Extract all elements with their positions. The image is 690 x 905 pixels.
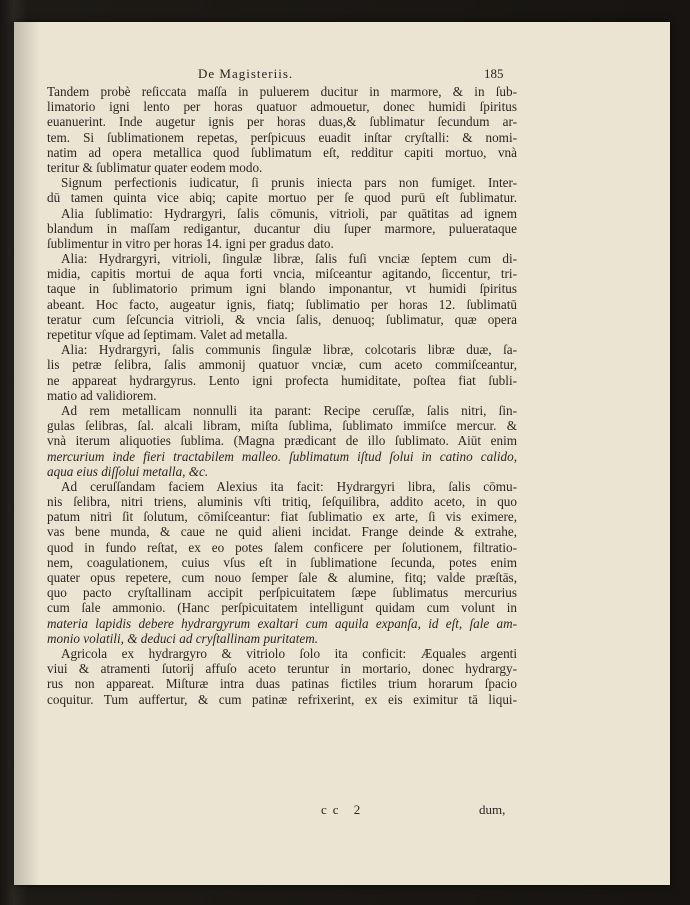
text-line: quater opus repetere, cum nouo ſemper ſale & alumine, fitq; valde præſtās,	[47, 570, 517, 585]
signature-mark: cc 2	[321, 802, 367, 817]
text-line: Ad ceruſſandam faciem Alexius ita facit: Hydrargyri libra, ſalis cōmu-	[61, 478, 517, 494]
text-line: cum ſale ammonio. (Hanc perſpicuitatem intelligunt quidam cum volunt in	[47, 600, 517, 616]
text-line: coquitur. Tum auffertur, & cum patinæ refrixerint, ex eis eximitur tā liqui-	[47, 691, 517, 707]
text-line: Alia ſublimatio: Hydrargyri, ſalis cōmunis, vitrioli, par quātitas ad ignem	[61, 205, 517, 221]
text-line: taque in ſublimatorio primum igni blando imponantur, vt humidi ſpiritus	[47, 281, 517, 297]
text-line: nis ſelibra, nitri triens, aluminis vſti tritiq, ſeſquilibra, addito aceto, in quo	[47, 494, 517, 510]
text-line: Signum perfectionis iudicatur, ſi prunis iniecta pars non fumiget. Inter-	[61, 175, 517, 191]
text-line: repetitur vſque ad ſeptimam. Valet ad metalla.	[47, 327, 288, 342]
running-head: De Magisteriis.	[198, 66, 294, 81]
page-number: 185	[484, 66, 504, 81]
gutter-shadow	[14, 22, 40, 885]
text-line: quo pacto cryſtallinam accipit perſpicuitatem ſæpe ſublimatus mercurius	[47, 585, 517, 601]
text-line: ſublimentur in vitro per horas 14. igni per gradus dato.	[47, 235, 334, 251]
text-line: Tandem probè reſiccata maſſa in puluerem ducitur in marmore, & in ſub-	[47, 84, 517, 99]
text-line: Agricola ex hydrargyro & vitriolo ſolo ita conficit: Æquales argenti	[61, 645, 517, 661]
text-line: teritur & ſublimatur quater eodem modo.	[47, 159, 263, 175]
text-line: gulas ſelibras, ſal. alcali libram, miſta ſublima, ſublimato immiſce mercur. &	[47, 418, 517, 434]
text-line: Alia: Hydrargyri, ſalis communis ſingulæ libræ, colcotaris libræ duæ, ſa-	[61, 342, 517, 358]
text-line: quod in fundo reſtat, ex eo potes ſalem conficere per ſolutionem, filtratio-	[47, 539, 517, 555]
catchword: dum,	[479, 802, 506, 817]
text-line: aqua eius diſſolui metalla, &c.	[47, 463, 209, 479]
text-line: tem. Si ſublimationem repetas, perſpicuus euadit inſtar cryſtalli: & nomi-	[47, 129, 517, 145]
text-line: materia lapidis debere hydrargyrum exaltari cum aquila expanſa, id eſt, ſale am-	[47, 615, 517, 631]
text-line: midia, capitis mortui de aqua forti vncia, miſceantur agitando, ſiccentur, tri-	[47, 266, 517, 282]
text-line: blandum in maſſam redigantur, ducantur diu ſuper marmore, puluerataque	[47, 220, 517, 236]
text-line: teratur cum ſeſcuncia vitrioli, & vncia ſalis, denuoq; ſublimatur, quæ opera	[47, 311, 517, 327]
text-line: natim ad opera metallica quod ſublimatum eſt, redditur capiti mortuo, vnà	[47, 144, 517, 160]
text-line: euanuerint. Inde augetur ignis per horas duas,& ſublimatur ſecundum ar-	[47, 114, 517, 130]
text-line: lis petræ ſelibra, ſalis ammonij quatuor vnciæ, cum aceto commiſceantur,	[47, 357, 517, 373]
text-line: monio volatili, & deduci ad cryſtallinam puritatem.	[47, 630, 319, 646]
text-line: vas bene munda, & caue ne quid alieni incidat. Frange deinde & extrahe,	[47, 524, 517, 540]
text-line: Alia: Hydrargyri, vitrioli, ſingulæ libræ, ſalis fuſi vnciæ ſeptem cum di-	[61, 251, 517, 267]
text-line: patum nitri ſit ſolutum, cōmiſceantur: fiat ſublimatio ex arte, ſi vis eximere,	[47, 509, 517, 525]
text-line: vnà iterum aliquoties ſublima. (Magna prædicant de illo ſublimato. Aiūt enim	[47, 433, 517, 449]
text-line: ne appareat hydrargyrus. Lento igni profecta humiditate, poſtea fiat ſubli-	[47, 372, 517, 388]
text-line: viui & atramenti ſutorij affuſo aceto teruntur in mortario, donec hydrargy-	[47, 661, 517, 677]
text-line: abeant. Hoc facto, augeatur ignis, fiatq; ſublimatio per horas 12. ſublimatū	[47, 296, 517, 312]
book-page	[14, 22, 670, 885]
text-line: rus non appareat. Miſturæ intra duas patinas fictiles trium horarum ſpacio	[47, 676, 517, 692]
body-text	[47, 84, 517, 707]
text-line: nem, coagulationem, cuius vſus eſt in ſublimatione ſecunda, potes enim	[47, 554, 517, 570]
text-line: matio ad validiorem.	[47, 387, 157, 403]
text-line: limatorio igni lento per horas quatuor admouetur, donec humidi ſpiritus	[47, 99, 517, 115]
text-line: Ad rem metallicam nonnulli ita parant: Recipe ceruſſæ, ſalis nitri, ſin-	[61, 402, 517, 418]
text-line: mercurium inde fieri tractabilem malleo. ſublimatum iſtud ſolui in catino calido,	[47, 448, 517, 464]
text-line: dū tamen quinta vice abiq; capite mortuo per ſe quod purū eſt ſublimatur.	[47, 190, 517, 206]
